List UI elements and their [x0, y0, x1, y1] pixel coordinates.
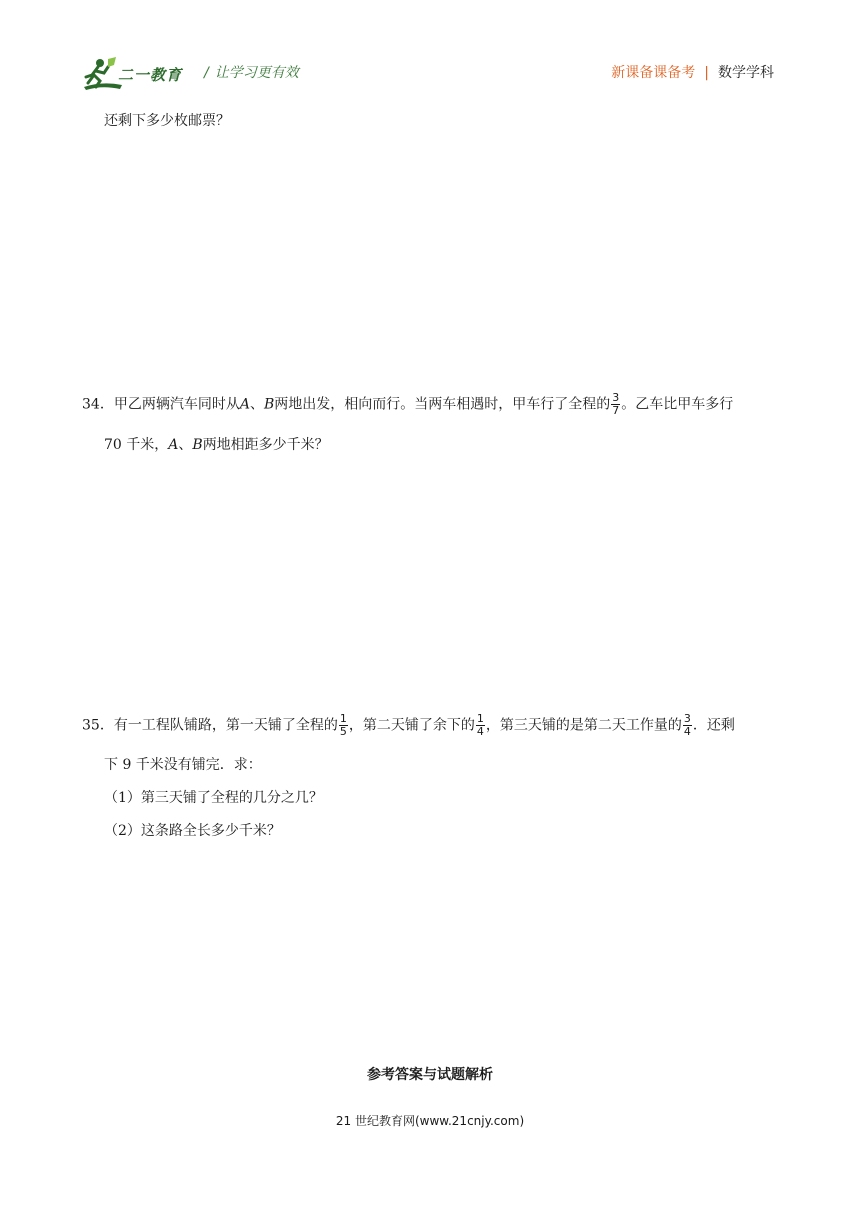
- q34-l2-point-b: B: [192, 437, 203, 453]
- answer-section-title: 参考答案与试题解析: [367, 1067, 493, 1083]
- q35-text-1: 有一工程队铺路，第一天铺了全程的: [113, 717, 338, 734]
- q34-line2: [104, 435, 329, 455]
- q35-fraction-2: [476, 713, 485, 738]
- q35-frac2-den: 4: [476, 725, 484, 738]
- header-right: [611, 62, 774, 82]
- q35-frac1-den: 5: [339, 725, 347, 738]
- q34-frac-num: 3: [612, 391, 620, 404]
- slogan-text: 让学习更有效: [214, 65, 299, 81]
- q35-frac3-den: 4: [683, 725, 691, 738]
- q35-sub1: （1）第三天铺了全程的几分之几？: [104, 790, 323, 806]
- q35-number: 35．: [82, 717, 114, 734]
- q34-point-b: B: [263, 396, 275, 413]
- header-slogan: [204, 62, 299, 82]
- q33-tail: 还剩下多少枚邮票？: [104, 113, 230, 129]
- q34-text-3: 两地出发，相向而行。当两车相遇时，甲车行了全程的: [274, 396, 611, 413]
- q34-number: 34．: [82, 396, 114, 413]
- q34-text-2: 、: [249, 396, 264, 413]
- q34-text-1: 甲乙两辆汽车同时从: [113, 396, 240, 413]
- q35-text-2: ，第二天铺了余下的: [348, 717, 475, 734]
- q34-point-a: A: [239, 396, 250, 413]
- q35-fraction-1: [339, 713, 348, 738]
- q35-fraction-3: [683, 713, 692, 738]
- q34-l2-text-2: 、: [178, 437, 193, 453]
- course-label: 新课备课备考: [611, 65, 696, 81]
- logo-text: 二一教育: [118, 66, 183, 84]
- q35-text-4: ．还剩: [692, 717, 735, 734]
- q35-line2: 下 9 千米没有铺完．求：: [104, 757, 262, 773]
- header-separator: |: [704, 65, 709, 81]
- slogan-slash: /: [204, 65, 209, 81]
- subject-label: 数学学科: [718, 65, 774, 81]
- q34-l2-text-3: 两地相距多少千米？: [202, 437, 329, 453]
- page-footer: 21 世纪教育网(www.21cnjy.com): [335, 1114, 525, 1128]
- q34-l2-point-a: A: [168, 437, 179, 453]
- q35-line1: [82, 713, 735, 738]
- q35-text-3: ，第三天铺的是第二天工作量的: [485, 717, 682, 734]
- q34-line1: [82, 392, 733, 417]
- q35-frac2-num: 1: [476, 712, 484, 725]
- q34-text-4: 。乙车比甲车多行: [621, 396, 734, 413]
- q34-frac-den: 7: [612, 404, 620, 417]
- q34-fraction: [611, 392, 620, 417]
- q35-frac1-num: 1: [339, 712, 347, 725]
- q35-frac3-num: 3: [683, 712, 691, 725]
- q35-sub2: （2）这条路全长多少千米？: [104, 823, 281, 839]
- page-header: [0, 0, 860, 100]
- q34-l2-text-1: 70 千米，: [104, 437, 169, 453]
